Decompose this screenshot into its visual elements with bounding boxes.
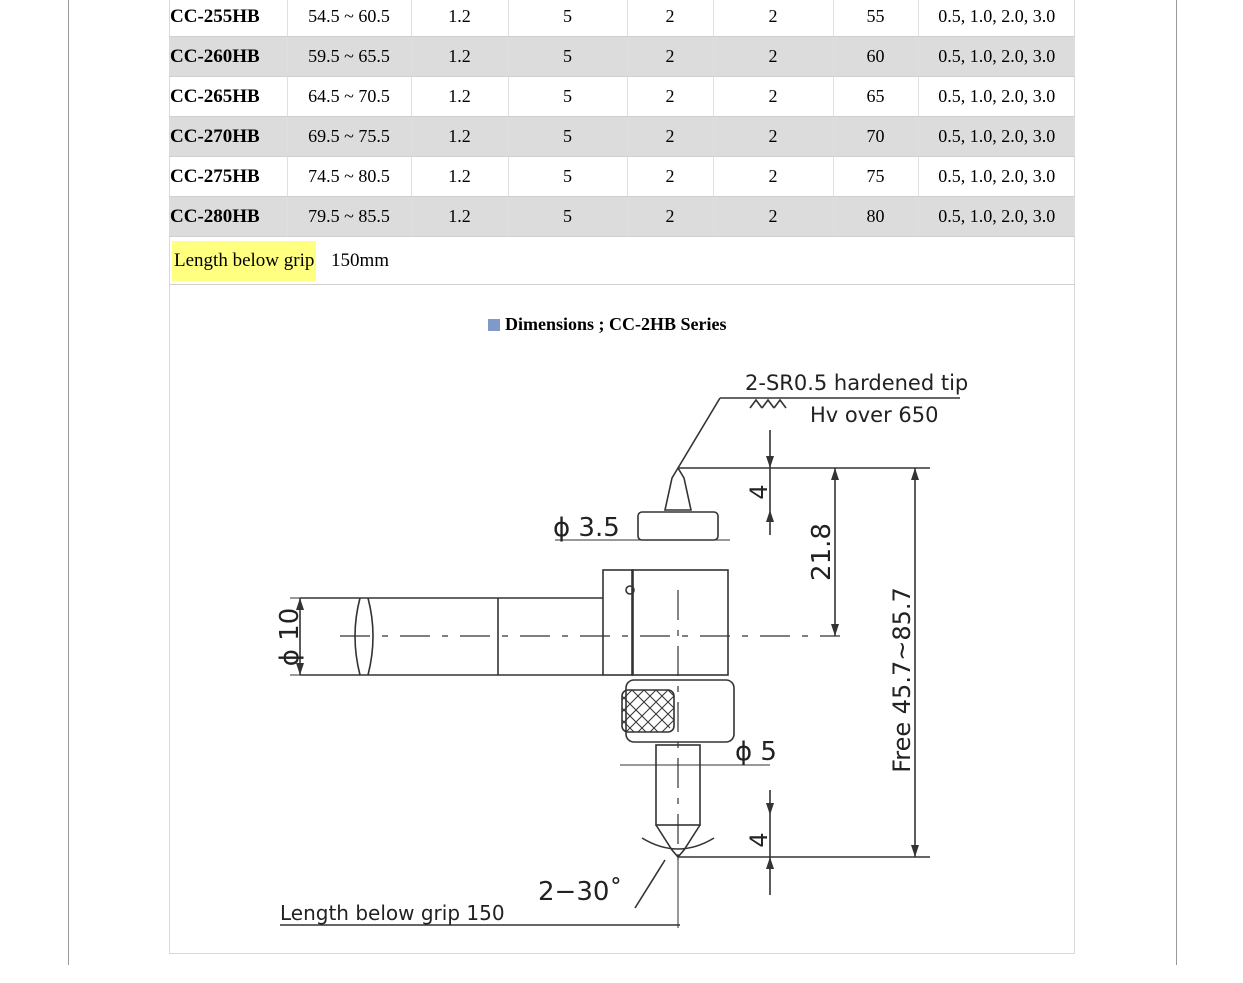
- table-cell: 2: [627, 197, 713, 237]
- angle-leader: [635, 860, 665, 908]
- table-cell: 0.5, 1.0, 2.0, 3.0: [918, 197, 1075, 237]
- table-cell: 0.5, 1.0, 2.0, 3.0: [918, 0, 1075, 37]
- table-cell: 5: [508, 37, 627, 77]
- table-cell: 5: [508, 157, 627, 197]
- table-cell: 2: [713, 197, 833, 237]
- table-cell: 2: [713, 37, 833, 77]
- table-cell: 1.2: [411, 0, 508, 37]
- table-cell: 2: [627, 157, 713, 197]
- table-cell: 80: [833, 197, 918, 237]
- dia-10-label: ϕ 10: [275, 607, 305, 667]
- dimensions-title-text: Dimensions ; CC-2HB Series: [505, 314, 727, 334]
- table-row: [169, 117, 1075, 157]
- table-cell: 2: [627, 77, 713, 117]
- table-cell: 5: [508, 77, 627, 117]
- dimensions-title: [488, 314, 727, 335]
- note-row: [169, 238, 1075, 285]
- table-cell: 5: [508, 197, 627, 237]
- hardened-symbol: [750, 400, 786, 408]
- dim-4-top-label: 4: [745, 484, 773, 500]
- table-cell: 2: [627, 117, 713, 157]
- table-cell: 0.5, 1.0, 2.0, 3.0: [918, 157, 1075, 197]
- table-cell: 74.5 ~ 80.5: [287, 157, 411, 197]
- dim-21-8-label: 21.8: [807, 523, 837, 581]
- table-cell: 65: [833, 77, 918, 117]
- table-cell: 2: [713, 77, 833, 117]
- spec-table: [169, 0, 1075, 237]
- table-row: [169, 0, 1075, 37]
- table-cell: 64.5 ~ 70.5: [287, 77, 411, 117]
- table-cell: 75: [833, 157, 918, 197]
- note-value: 150mm: [331, 250, 390, 271]
- knurl-pattern: [622, 690, 674, 732]
- table-cell: 1.2: [411, 157, 508, 197]
- table-cell: 2: [713, 0, 833, 37]
- table-cell: 69.5 ~ 75.5: [287, 117, 411, 157]
- model-cell: CC-255HB: [169, 0, 287, 37]
- model-cell: CC-260HB: [169, 37, 287, 77]
- table-cell: 2: [627, 0, 713, 37]
- table-cell: 0.5, 1.0, 2.0, 3.0: [918, 37, 1075, 77]
- dimension-drawing: [270, 360, 990, 940]
- model-cell: CC-265HB: [169, 77, 287, 117]
- page-rule-right: [1176, 0, 1177, 965]
- page-rule-left: [68, 0, 69, 965]
- table-cell: 0.5, 1.0, 2.0, 3.0: [918, 77, 1075, 117]
- table-cell: 1.2: [411, 117, 508, 157]
- table-row: [169, 157, 1075, 197]
- body-block: [632, 570, 728, 675]
- dia-3-5-label: ϕ 3.5: [553, 513, 620, 543]
- angle-label: 2−30˚: [538, 877, 623, 907]
- dim-4-bottom-label: 4: [745, 832, 773, 848]
- table-cell: 59.5 ~ 65.5: [287, 37, 411, 77]
- model-cell: CC-270HB: [169, 117, 287, 157]
- table-cell: 2: [713, 157, 833, 197]
- table-cell: 2: [627, 37, 713, 77]
- table-cell: 1.2: [411, 197, 508, 237]
- table-row: [169, 37, 1075, 77]
- upper-tip: [665, 468, 691, 510]
- table-cell: 70: [833, 117, 918, 157]
- table-row: [169, 197, 1075, 237]
- upper-collar: [638, 512, 718, 540]
- table-cell: 54.5 ~ 60.5: [287, 0, 411, 37]
- dim-free-label: Free 45.7~85.7: [888, 587, 916, 773]
- table-cell: 55: [833, 0, 918, 37]
- table-cell: 1.2: [411, 77, 508, 117]
- table-cell: 79.5 ~ 85.5: [287, 197, 411, 237]
- note-label: Length below grip: [172, 241, 316, 281]
- dia-5-label: ϕ 5: [735, 737, 777, 767]
- table-cell: 5: [508, 117, 627, 157]
- hardness-label: Hv over 650: [810, 403, 939, 427]
- table-row: [169, 77, 1075, 117]
- grip-label: Length below grip 150: [280, 901, 505, 925]
- table-cell: 2: [713, 117, 833, 157]
- table-cell: 1.2: [411, 37, 508, 77]
- tip-label: 2-SR0.5 hardened tip: [745, 371, 969, 395]
- table-cell: 0.5, 1.0, 2.0, 3.0: [918, 117, 1075, 157]
- model-cell: CC-275HB: [169, 157, 287, 197]
- tip-leader-line: [678, 398, 720, 468]
- model-cell: CC-280HB: [169, 197, 287, 237]
- square-bullet-icon: [488, 319, 500, 331]
- table-cell: 5: [508, 0, 627, 37]
- table-cell: 60: [833, 37, 918, 77]
